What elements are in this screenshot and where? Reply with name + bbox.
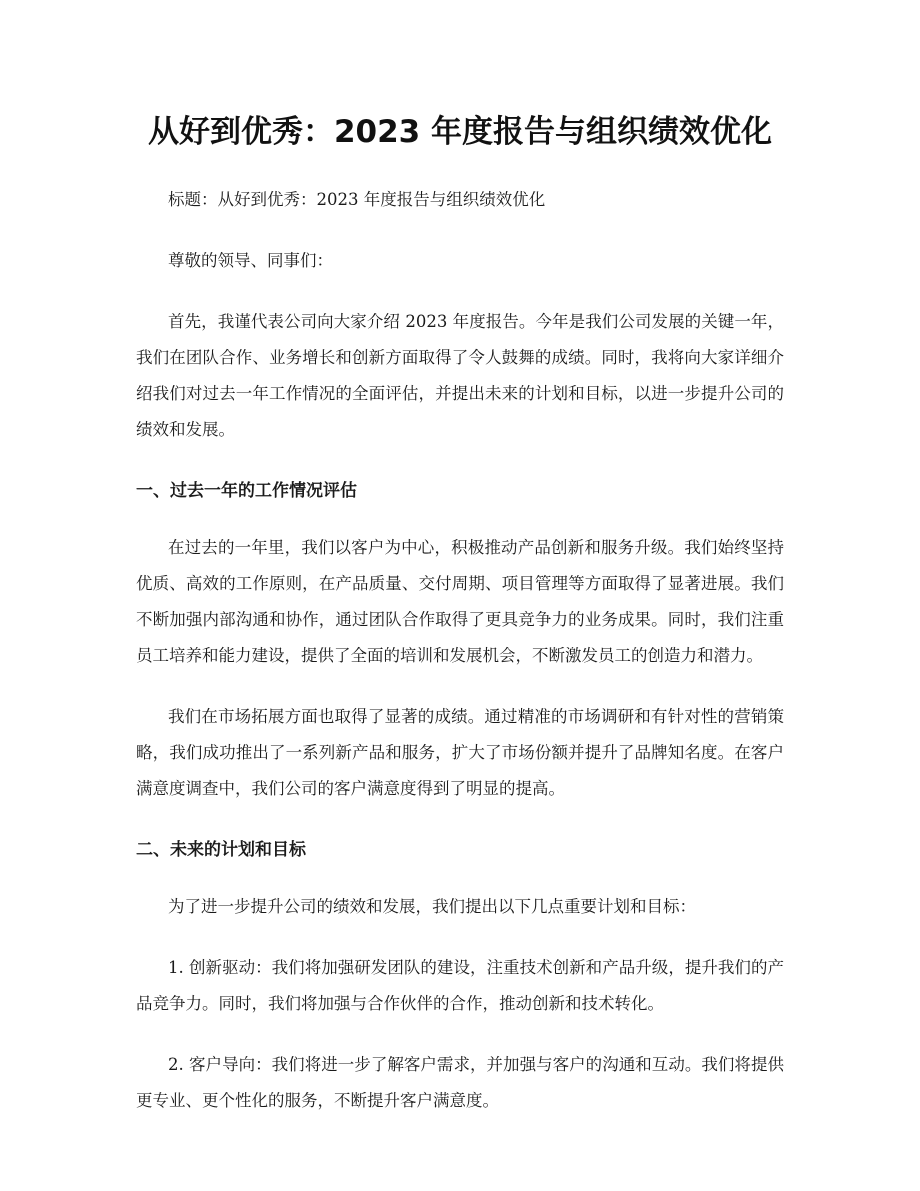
document-title: 从好到优秀：2023 年度报告与组织绩效优化 [147,114,773,150]
section-heading-2: 二、未来的计划和目标 [136,840,306,860]
plan-item-2: 2. 客户导向：我们将进一步了解客户需求，并加强与客户的沟通和互动。我们将提供更专业、更个性化的服务，不断提升客户满意度。 [136,1055,784,1110]
document-body [136,182,784,1144]
section-1-paragraph-1: 在过去的一年里，我们以客户为中心，积极推动产品创新和服务升级。我们始终坚持优质、高效的工作原则，在产品质量、交付周期、项目管理等方面取得了显著进展。我们不断加强内部沟通和协作，通过团队合作取得了更具竞争力的业务成果。同时，我们注重员工培养和能力建设，提供了全面的培训和发展机会，不断激发员工的创造力和潜力。 [136,538,784,665]
plan-item-1: 1. 创新驱动：我们将加强研发团队的建设，注重技术创新和产品升级，提升我们的产品竞争力。同时，我们将加强与合作伙伴的合作，推动创新和技术转化。 [136,958,784,1013]
section-2-paragraph-1: 为了进一步提升公司的绩效和发展，我们提出以下几点重要计划和目标： [168,897,696,916]
greeting: 尊敬的领导、同事们： [168,251,333,270]
section-heading-1: 一、过去一年的工作情况评估 [136,481,357,501]
section-1-paragraph-2: 我们在市场拓展方面也取得了显著的成绩。通过精准的市场调研和有针对性的营销策略，我们成功推出了一系列新产品和服务，扩大了市场份额并提升了品牌知名度。在客户满意度调查中，我们公司的客户满意度得到了明显的提高。 [136,707,784,798]
subtitle-line: 标题：从好到优秀：2023 年度报告与组织绩效优化 [168,190,546,209]
intro-paragraph: 首先，我谨代表公司向大家介绍 2023 年度报告。今年是我们公司发展的关键一年，我们在团队合作、业务增长和创新方面取得了令人鼓舞的成绩。同时，我将向大家详细介绍我们对过去一年工作情况的全面评估，并提出未来的计划和目标，以进一步提升公司的绩效和发展。 [136,312,784,439]
